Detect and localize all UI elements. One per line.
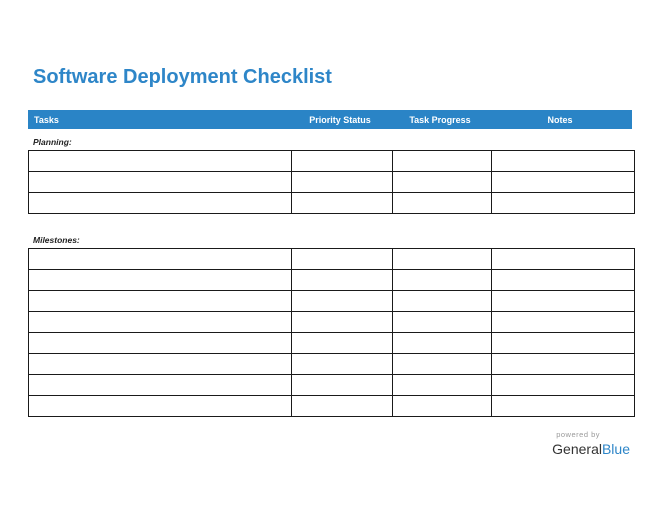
section-label-milestones: Milestones: <box>33 235 80 245</box>
table-row <box>29 354 635 375</box>
priority-status-cell[interactable] <box>292 375 393 396</box>
task-cell[interactable] <box>29 396 292 417</box>
priority-status-cell[interactable] <box>292 249 393 270</box>
task-cell[interactable] <box>29 151 292 172</box>
priority-status-cell[interactable] <box>292 354 393 375</box>
table-row <box>29 375 635 396</box>
task-cell[interactable] <box>29 312 292 333</box>
brand-general: General <box>552 441 602 457</box>
task-progress-cell[interactable] <box>393 375 492 396</box>
task-progress-cell[interactable] <box>393 193 492 214</box>
task-progress-cell[interactable] <box>393 172 492 193</box>
notes-cell[interactable] <box>492 396 635 417</box>
task-progress-cell[interactable] <box>393 312 492 333</box>
task-cell[interactable] <box>29 270 292 291</box>
section-label-planning: Planning: <box>33 137 72 147</box>
footer-branding <box>552 430 630 457</box>
priority-status-cell[interactable] <box>292 151 393 172</box>
brand-blue: Blue <box>601 441 630 457</box>
notes-cell[interactable] <box>492 291 635 312</box>
notes-cell[interactable] <box>492 172 635 193</box>
priority-status-cell[interactable] <box>292 396 393 417</box>
notes-cell[interactable] <box>492 193 635 214</box>
table-row <box>29 172 635 193</box>
column-header-priority-status: Priority Status <box>309 115 371 125</box>
notes-cell[interactable] <box>492 312 635 333</box>
table-row <box>29 333 635 354</box>
notes-cell[interactable] <box>492 375 635 396</box>
notes-cell[interactable] <box>492 270 635 291</box>
notes-cell[interactable] <box>492 249 635 270</box>
priority-status-cell[interactable] <box>292 312 393 333</box>
milestones-table <box>28 248 635 417</box>
table-header <box>28 110 632 129</box>
table-row <box>29 270 635 291</box>
task-progress-cell[interactable] <box>393 151 492 172</box>
task-progress-cell[interactable] <box>393 270 492 291</box>
planning-table <box>28 150 635 214</box>
table-row <box>29 291 635 312</box>
task-progress-cell[interactable] <box>393 354 492 375</box>
table-row <box>29 249 635 270</box>
brand-logo <box>552 441 630 457</box>
table-row <box>29 193 635 214</box>
page-title: Software Deployment Checklist <box>33 66 332 88</box>
task-cell[interactable] <box>29 375 292 396</box>
priority-status-cell[interactable] <box>292 193 393 214</box>
column-header-notes: Notes <box>547 115 573 125</box>
column-header-task-progress: Task Progress <box>409 115 471 125</box>
task-cell[interactable] <box>29 249 292 270</box>
task-progress-cell[interactable] <box>393 291 492 312</box>
table-row <box>29 396 635 417</box>
task-progress-cell[interactable] <box>393 249 492 270</box>
table-row <box>29 151 635 172</box>
notes-cell[interactable] <box>492 151 635 172</box>
powered-by-text: powered by <box>556 430 600 439</box>
priority-status-cell[interactable] <box>292 333 393 354</box>
table-row <box>29 312 635 333</box>
task-progress-cell[interactable] <box>393 333 492 354</box>
task-progress-cell[interactable] <box>393 396 492 417</box>
task-cell[interactable] <box>29 193 292 214</box>
task-cell[interactable] <box>29 291 292 312</box>
notes-cell[interactable] <box>492 333 635 354</box>
task-cell[interactable] <box>29 172 292 193</box>
priority-status-cell[interactable] <box>292 172 393 193</box>
column-header-tasks: Tasks <box>34 115 59 125</box>
task-cell[interactable] <box>29 333 292 354</box>
task-cell[interactable] <box>29 354 292 375</box>
notes-cell[interactable] <box>492 354 635 375</box>
priority-status-cell[interactable] <box>292 291 393 312</box>
priority-status-cell[interactable] <box>292 270 393 291</box>
